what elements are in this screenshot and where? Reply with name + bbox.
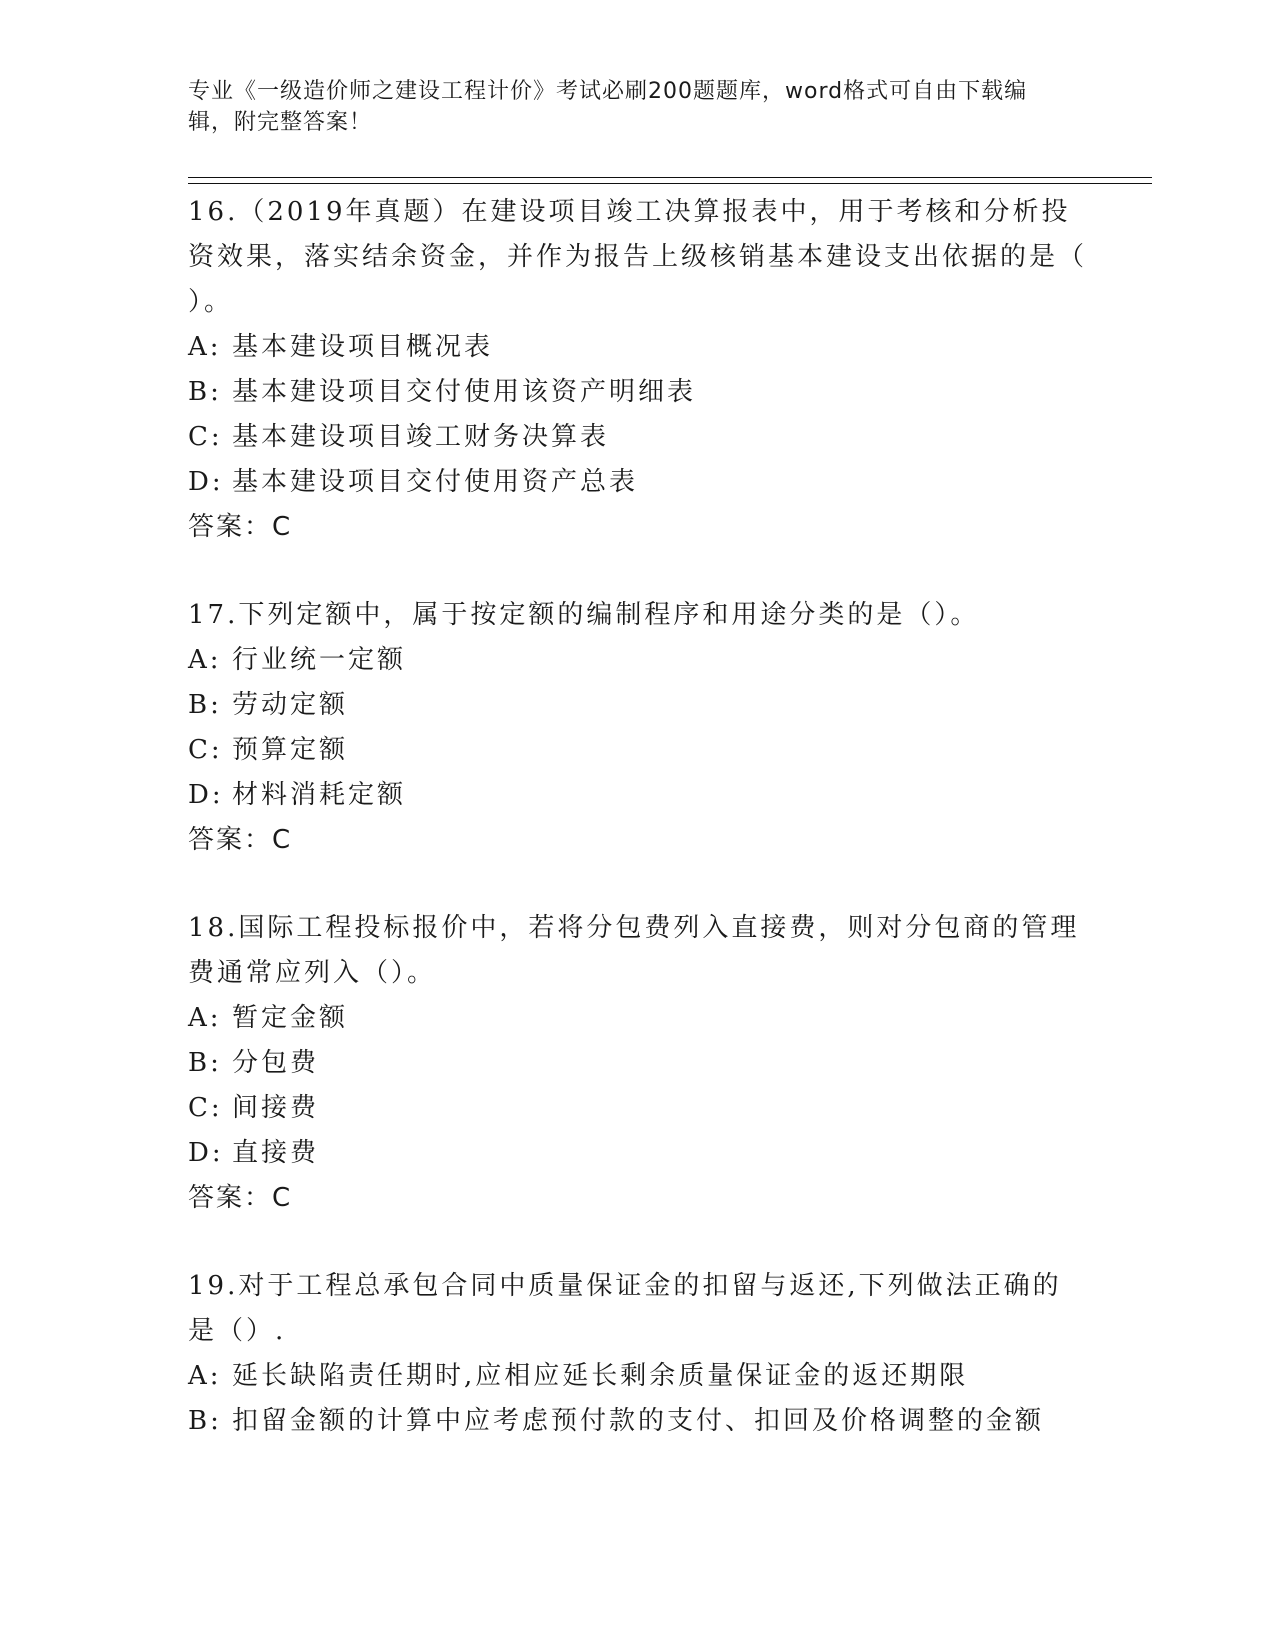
option-a xyxy=(188,325,1088,370)
question-stem: 17.下列定额中，属于按定额的编制程序和用途分类的是（）。 xyxy=(188,600,980,630)
option-text: 材料消耗定额 xyxy=(232,780,407,810)
option-letter: C: xyxy=(188,422,223,452)
option-d xyxy=(188,460,1088,505)
question-16 xyxy=(188,190,1088,550)
question-19 xyxy=(188,1264,1088,1444)
option-d xyxy=(188,773,1088,818)
question-17 xyxy=(188,593,1088,863)
option-text: 间接费 xyxy=(232,1093,320,1123)
option-letter: B: xyxy=(188,1406,222,1436)
option-text: 基本建设项目交付使用资产总表 xyxy=(232,467,639,497)
answer-line: 答案：C xyxy=(188,825,293,855)
option-letter: D: xyxy=(188,467,224,497)
option-text: 直接费 xyxy=(232,1138,320,1168)
option-a xyxy=(188,996,1088,1041)
option-c xyxy=(188,1086,1088,1131)
option-c xyxy=(188,415,1088,460)
option-letter: A: xyxy=(188,1003,222,1033)
option-letter: B: xyxy=(188,1048,222,1078)
header-text: 专业《一级造价师之建设工程计价》考试必刷200题题库，word格式可自由下载编辑，附完整答案！ xyxy=(188,79,1028,135)
question-stem: 18.国际工程投标报价中，若将分包费列入直接费，则对分包商的管理费通常应列入（）。 xyxy=(188,913,1080,988)
option-b xyxy=(188,370,1088,415)
option-text: 基本建设项目交付使用该资产明细表 xyxy=(232,377,697,407)
option-letter: D: xyxy=(188,780,224,810)
option-b xyxy=(188,1041,1088,1086)
option-b xyxy=(188,1399,1088,1444)
option-letter: A: xyxy=(188,1361,222,1391)
option-text: 基本建设项目概况表 xyxy=(232,332,494,362)
option-b xyxy=(188,683,1088,728)
option-text: 分包费 xyxy=(232,1048,320,1078)
option-text: 劳动定额 xyxy=(232,690,349,720)
question-stem: 16.（2019年真题）在建设项目竣工决算报表中，用于考核和分析投资效果，落实结余资金，并作为报告上级核销基本建设支出依据的是（ ）。 xyxy=(188,197,1088,317)
option-text: 预算定额 xyxy=(232,735,349,765)
question-stem: 19.对于工程总承包合同中质量保证金的扣留与返还,下列做法正确的是（）. xyxy=(188,1271,1062,1346)
option-text: 扣留金额的计算中应考虑预付款的支付、扣回及价格调整的金额 xyxy=(232,1406,1045,1436)
option-text: 行业统一定额 xyxy=(232,645,407,675)
option-a xyxy=(188,638,1088,683)
option-d xyxy=(188,1131,1088,1176)
option-letter: C: xyxy=(188,1093,223,1123)
option-text: 延长缺陷责任期时,应相应延长剩余质量保证金的返还期限 xyxy=(232,1361,969,1391)
option-letter: D: xyxy=(188,1138,224,1168)
option-letter: B: xyxy=(188,690,222,720)
option-text: 暂定金额 xyxy=(232,1003,349,1033)
option-letter: B: xyxy=(188,377,222,407)
option-letter: A: xyxy=(188,332,222,362)
document-header xyxy=(188,76,1068,138)
question-18 xyxy=(188,906,1088,1221)
header-rule-top xyxy=(188,177,1152,178)
header-rule-bottom xyxy=(188,183,1152,184)
option-letter: A: xyxy=(188,645,222,675)
answer-line: 答案：C xyxy=(188,512,293,542)
question-list xyxy=(188,190,1088,1487)
answer-line: 答案：C xyxy=(188,1183,293,1213)
option-c xyxy=(188,728,1088,773)
option-letter: C: xyxy=(188,735,223,765)
option-a xyxy=(188,1354,1088,1399)
option-text: 基本建设项目竣工财务决算表 xyxy=(232,422,610,452)
